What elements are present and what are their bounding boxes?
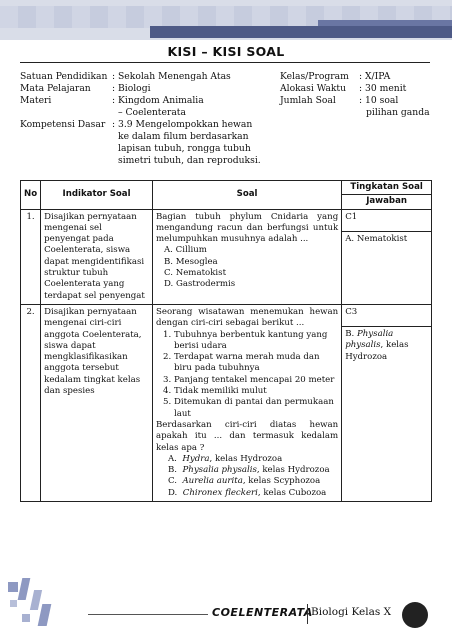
feature-item: 2. Terdapat warna merah muda dan biru pada tubuhnya	[174, 352, 338, 375]
option-item: B. Physalia physalis, kelas Hydrozoa	[167, 465, 330, 476]
header-indikator: Indikator Soal	[41, 181, 153, 210]
feature-item: 1. Tubuhnya berbentuk kantung yang berisi udara	[174, 330, 338, 353]
option-item: D. Chironex fleckeri, kelas Cubozoa	[167, 487, 327, 498]
info-right	[280, 71, 440, 119]
table-row	[21, 304, 432, 326]
header-soal: Soal	[152, 181, 341, 210]
option-item: B. Mesoglea	[163, 256, 218, 267]
footer-brand: COELENTERATA	[212, 606, 313, 619]
feature-item: 4. Tidak memiliki mulut	[174, 386, 338, 397]
option-item: C. Nematokist	[163, 268, 227, 279]
table-header-row	[21, 181, 432, 195]
header-no: No	[21, 181, 41, 210]
header-dark-bar	[150, 26, 452, 38]
row-soal	[152, 304, 341, 501]
kisi-table	[20, 180, 432, 502]
feature-item: 5. Ditemukan di pantai dan permukaan laut	[174, 397, 338, 420]
footer-rule	[88, 614, 208, 615]
row-answer: B. Physalia physalis, kelas Hydrozoa	[342, 326, 432, 501]
question-stem: Seorang wisatawan menemukan hewan dengan ciri-ciri sebagai berikut ...	[155, 306, 339, 329]
title-underline	[20, 62, 430, 63]
option-item: C. Aurelia aurita, kelas Scyphozoa	[167, 476, 321, 487]
header-tingkatan: Tingkatan Soal	[342, 181, 432, 195]
footer-subtitle: Biologi Kelas X	[311, 606, 392, 618]
feature-list	[156, 330, 338, 420]
option-item: A. Cillium	[163, 245, 207, 256]
row-level: C3	[342, 304, 432, 326]
option-item: A. Hydra, kelas Hydrozoa	[167, 453, 283, 464]
option-list	[156, 245, 338, 290]
question-follow-up: Berdasarkan ciri-ciri diatas hewan apakah itu ... dan termasuk kedalam kelas apa ?	[155, 419, 339, 453]
info-row: Mata Pelajaran : Biologi	[20, 83, 151, 94]
info-row: ke dalam filum berdasarkan	[118, 131, 249, 142]
option-item: D. Gastrodermis	[163, 279, 236, 290]
row-indikator: Disajikan pernyataan mengenai sel penyengat pada Coelenterata, siswa dapat mengidentifikasi struktur tubuh Coelenterata yang terdapat sel penyengat	[41, 209, 153, 304]
info-row: Satuan Pendidikan : Sekolah Menengah Atas	[20, 71, 231, 82]
row-soal	[152, 209, 341, 304]
question-stem: Bagian tubuh phylum Cnidaria yang mengandung racun dan berfungsi untuk melumpuhkan musuhnya adalah ...	[155, 211, 339, 245]
info-left	[20, 71, 280, 167]
info-row: Materi : Kingdom Animalia	[20, 95, 204, 106]
info-row: – Coelenterata	[118, 107, 186, 118]
info-row: simetri tubuh, dan reproduksi.	[118, 155, 261, 166]
row-answer: A. Nematokist	[342, 231, 432, 304]
header-jawaban: Jawaban	[342, 195, 432, 209]
footer-circle	[402, 602, 428, 628]
page-title: KISI – KISI SOAL	[167, 44, 285, 59]
row-level: C1	[342, 209, 432, 231]
info-row: Kelas/Program : X/IPA	[280, 71, 391, 82]
feature-item: 3. Panjang tentakel mencapai 20 meter	[174, 375, 338, 386]
info-row: Alokasi Waktu : 30 menit	[280, 83, 407, 94]
info-row: Kompetensi Dasar : 3.9 Mengelompokkan hewan	[20, 119, 253, 130]
row-number: 2.	[21, 304, 41, 501]
info-row: Jumlah Soal : 10 soal	[280, 95, 399, 106]
row-number: 1.	[21, 209, 41, 304]
row-indikator: Disajikan pernyataan mengenai ciri-ciri anggota Coelenterata, siswa dapat mengklasifikasikan anggota tersebut kedalam tingkat kelas dan spesies	[41, 304, 153, 501]
option-list	[156, 454, 338, 499]
footer-separator	[307, 604, 308, 624]
info-row: lapisan tubuh, rongga tubuh	[118, 143, 251, 154]
info-row: pilihan ganda	[366, 107, 430, 118]
table-row	[21, 209, 432, 231]
